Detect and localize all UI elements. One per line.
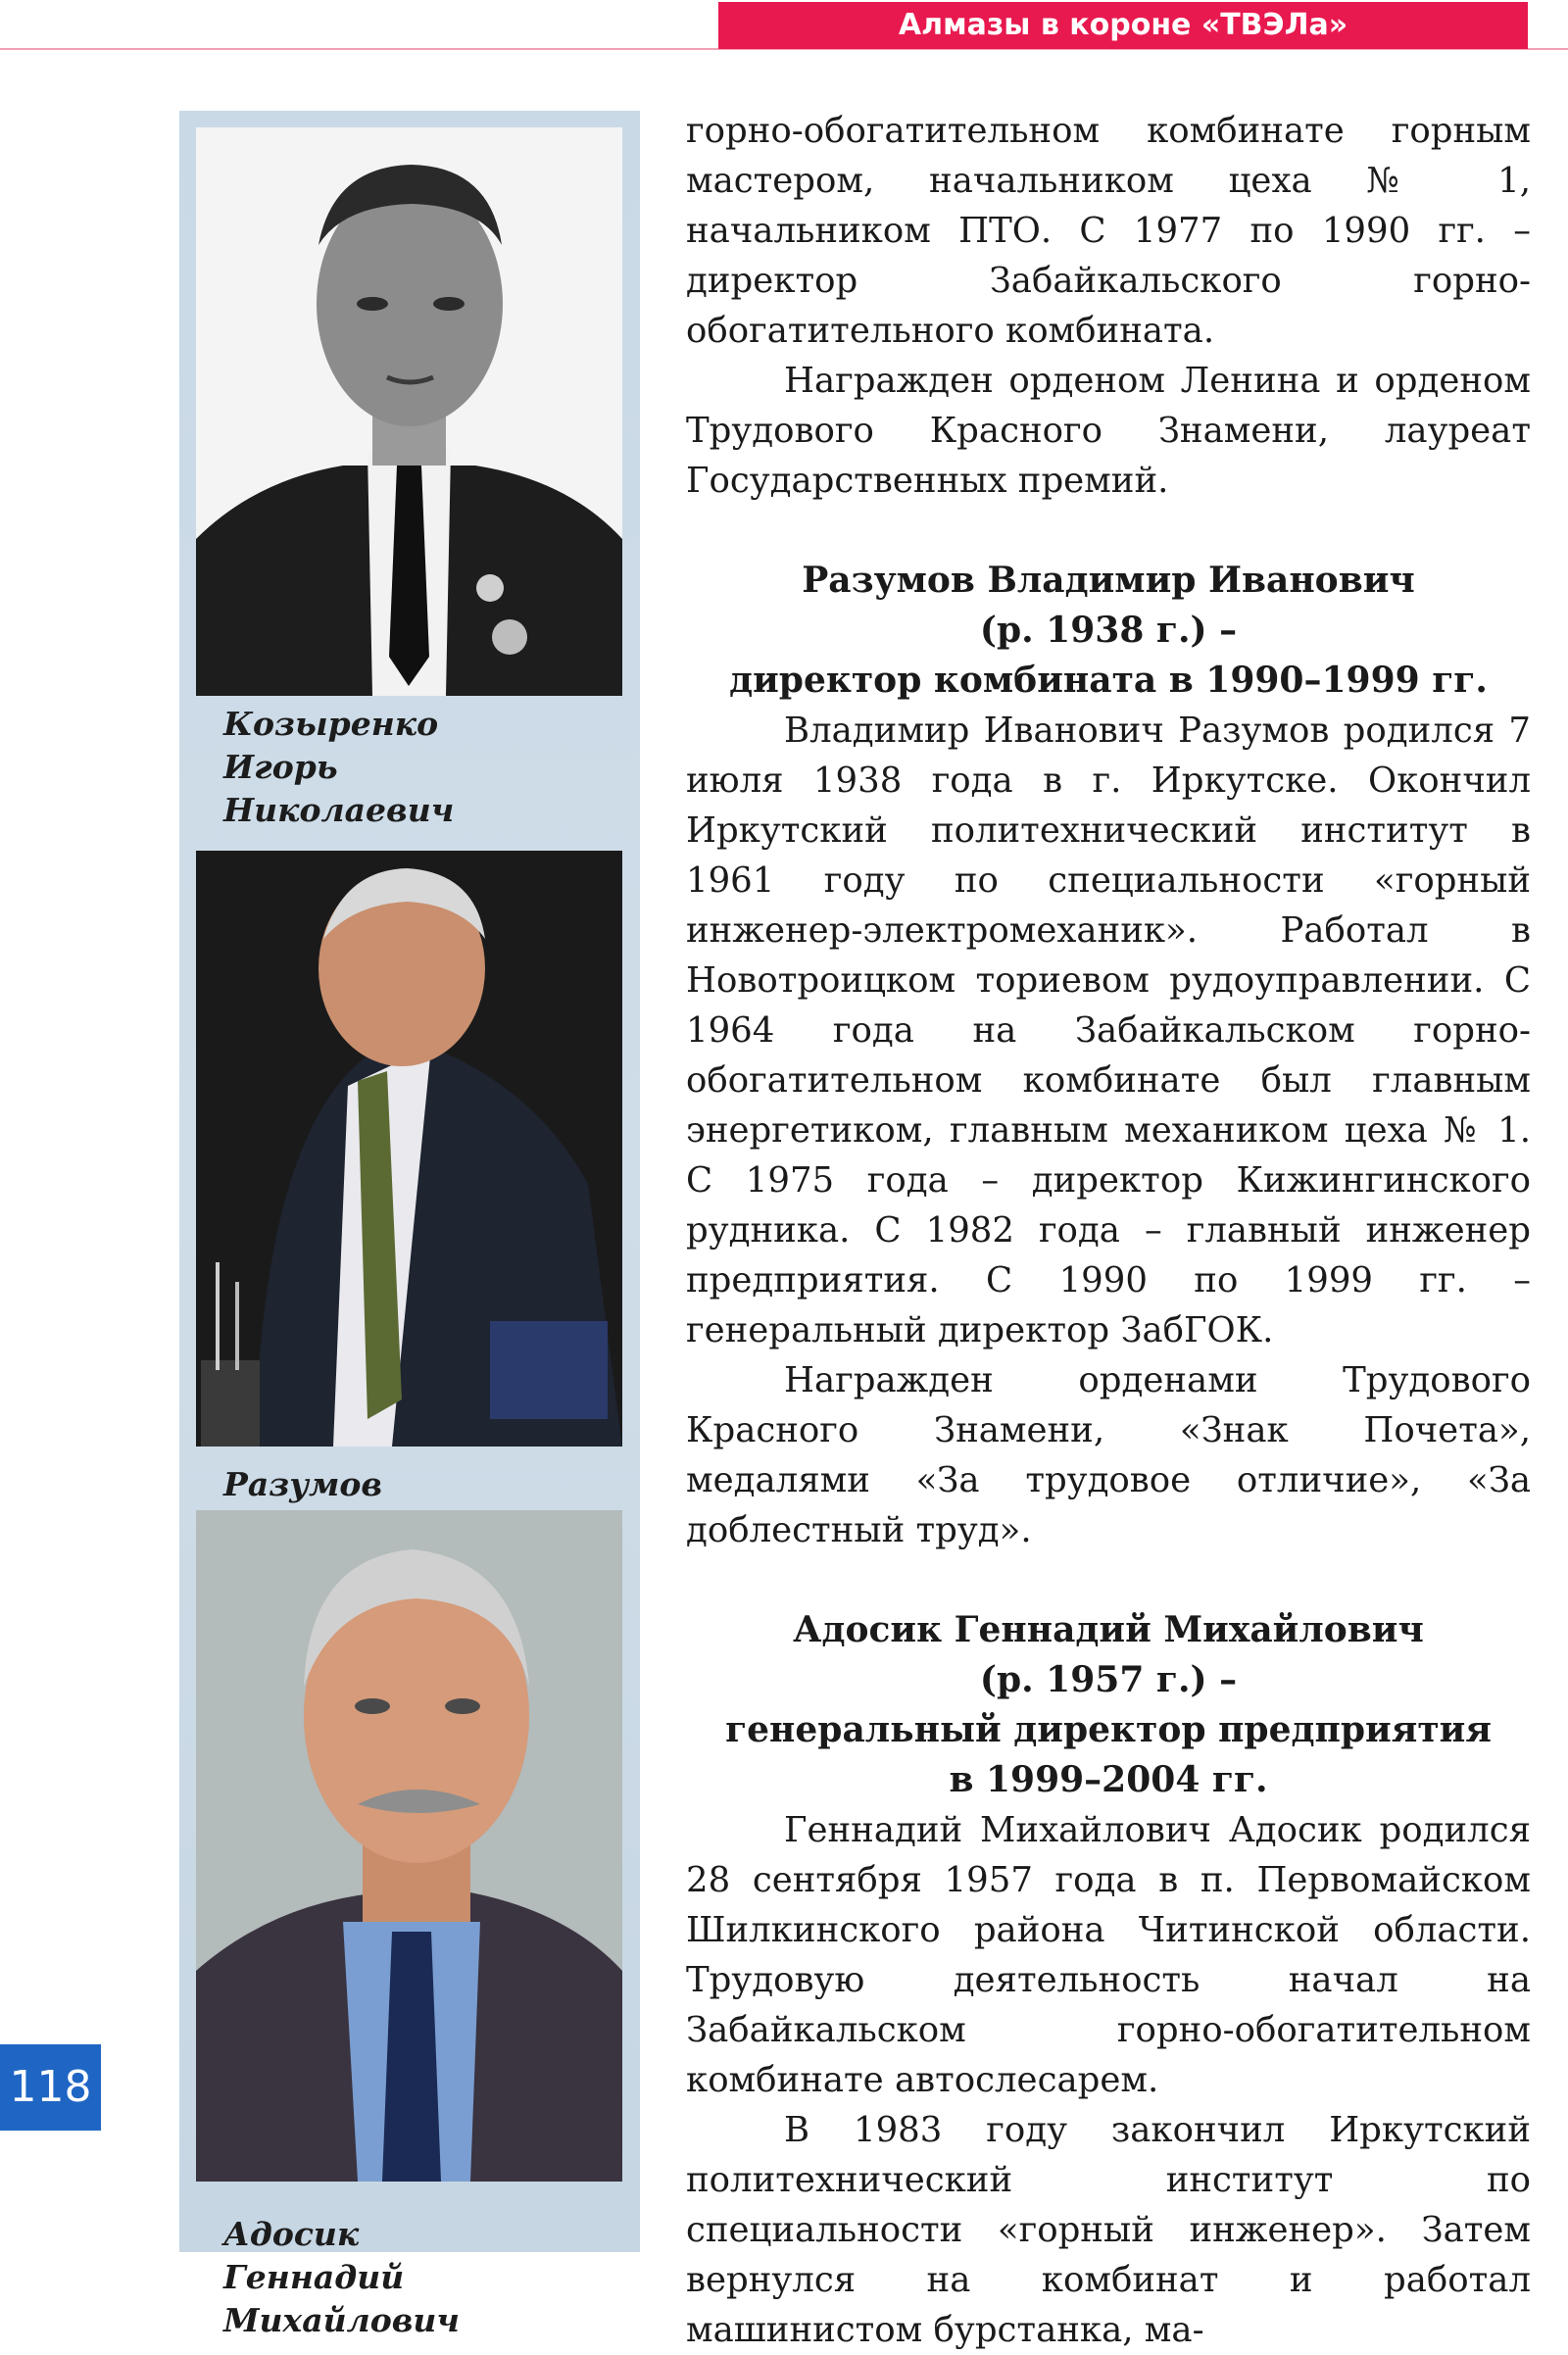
photo-caption-razumov: Разумов xyxy=(223,1465,383,1503)
paragraph: Награжден орденами Трудового Красного Знамени, «Знак Почета», медалями «За трудовое отличие», «За доблестный труд». xyxy=(686,1360,1531,1550)
photo-column xyxy=(179,111,640,2339)
portrait-photo-adosik xyxy=(196,1510,622,2182)
paragraph: горно-обогатительном комбинате горным мастером, начальником цеха № 1, начальником ПТО. С 1977 по 1990 гг. – директор Забайкальского горно-обогатительного комбината. xyxy=(686,111,1531,351)
page-number: 118 xyxy=(0,2044,101,2131)
paragraph: Владимир Иванович Разумов родился 7 июля 1938 года в г. Иркутске. Окончил Иркутский политехнический институт в 1961 году по специальности «горный инженер-электромеханик». Работал в Новотроицком ториевом рудоуправлении. С 1964 года на Забайкальском горно-обогатительном комбинате был главным энергетиком, главным механиком цеха № 1. С 1975 года – директор Кижингинского рудника. С 1982 года – главный инженер предприятия. С 1990 по 1999 гг. – генеральный директор ЗабГОК. xyxy=(686,711,1531,1350)
photo-caption-kozyrenko: Козыренко Игорь Николаевич xyxy=(223,705,455,829)
running-header: Алмазы в короне «ТВЭЛа» xyxy=(718,2,1528,49)
portrait-photo-kozyrenko xyxy=(196,127,622,696)
paragraph: Награжден орденом Ленина и орденом Трудового Красного Знамени, лауреат Государственных премий. xyxy=(686,361,1531,501)
section-heading-razumov: Разумов Владимир Иванович (р. 1938 г.) – директор комбината в 1990–1999 гг. xyxy=(729,560,1488,701)
photo-caption-adosik: Адосик Геннадий Михайлович xyxy=(223,2215,460,2339)
spacer xyxy=(686,1555,1531,1605)
portrait-photo-razumov xyxy=(196,851,622,1447)
paragraph: Геннадий Михайлович Адосик родился 28 сентября 1957 года в п. Первомайском Шилкинского района Читинской области. Трудовую деятельность начал на Забайкальском горно-обогатительном комбинате автослесарем. xyxy=(686,1810,1531,2100)
section-heading-adosik: Адосик Геннадий Михайлович (р. 1957 г.) – генеральный директор предприятия в 1999–2004 гг. xyxy=(725,1609,1492,1800)
body-text xyxy=(686,106,1531,2355)
spacer xyxy=(686,506,1531,556)
paragraph: В 1983 году закончил Иркутский политехнический институт по специальности «горный инженер». Затем вернулся на комбинат и работал машинистом бурстанка, ма- xyxy=(686,2110,1531,2350)
